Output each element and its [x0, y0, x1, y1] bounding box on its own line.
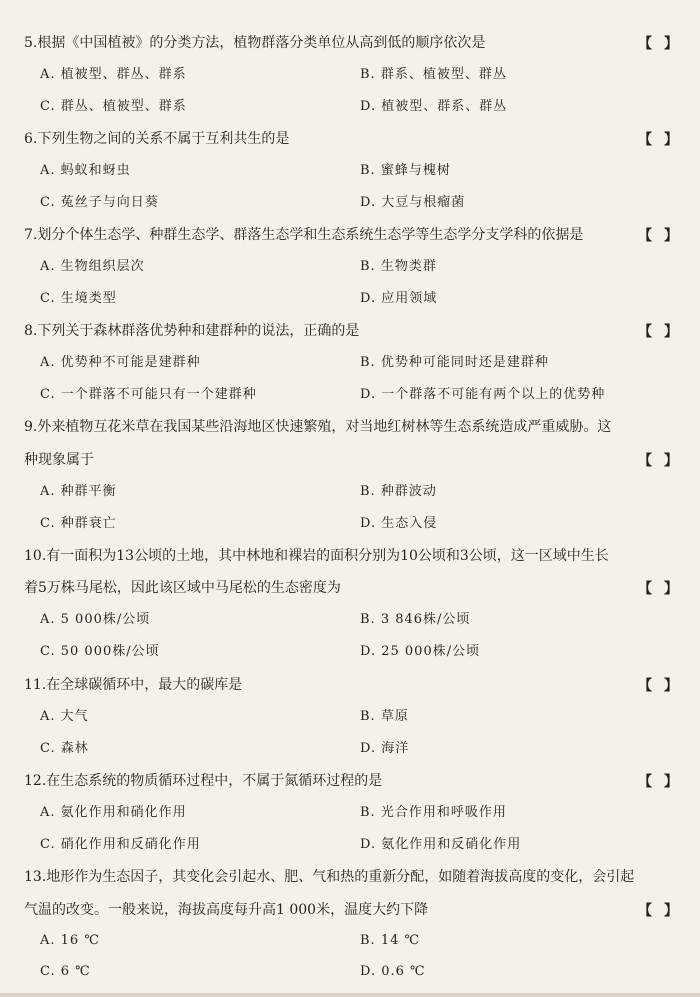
- question-6-option-b: B. 蜜蜂与槐树: [360, 163, 451, 178]
- answer-bracket: 【 】: [638, 36, 678, 52]
- question-13-option-c: C. 6 ℃: [40, 964, 91, 979]
- question-13-option-b: B. 14 ℃: [360, 933, 421, 948]
- question-6-option-a: A. 蚂蚁和蚜虫: [40, 163, 131, 178]
- question-10-option-c: C. 50 000株/公顷: [40, 644, 160, 659]
- question-7-option-c: C. 生境类型: [40, 291, 117, 306]
- question-11-stem: 11.在全球碳循环中，最大的碳库是: [24, 677, 243, 693]
- question-8-option-b: B. 优势种可能同时还是建群种: [360, 355, 549, 370]
- answer-bracket: 【 】: [638, 132, 678, 148]
- answer-bracket: 【 】: [638, 581, 678, 597]
- question-9-stem-line-1: 9.外来植物互花米草在我国某些沿海地区快速繁殖，对当地红树林等生态系统造成严重威胁。这: [24, 419, 612, 435]
- answer-bracket: 【 】: [638, 453, 678, 469]
- answer-bracket: 【 】: [638, 774, 678, 790]
- question-5-option-c: C. 群丛、植被型、群系: [40, 99, 187, 114]
- question-11-option-d: D. 海洋: [360, 741, 410, 756]
- question-5-option-d: D. 植被型、群系、群丛: [360, 99, 508, 114]
- question-11-option-a: A. 大气: [40, 709, 89, 724]
- answer-bracket: 【 】: [638, 678, 678, 694]
- answer-bracket: 【 】: [638, 324, 678, 340]
- question-12-option-a: A. 氨化作用和硝化作用: [40, 805, 187, 820]
- question-12-option-d: D. 氨化作用和反硝化作用: [360, 837, 522, 852]
- question-5-option-a: A. 植被型、群丛、群系: [40, 67, 187, 82]
- answer-bracket: 【 】: [638, 903, 678, 919]
- question-10-option-b: B. 3 846株/公顷: [360, 612, 471, 627]
- question-13-option-a: A. 16 ℃: [40, 933, 100, 948]
- question-9-option-d: D. 生态入侵: [360, 516, 438, 531]
- question-7-option-a: A. 生物组织层次: [40, 259, 145, 274]
- question-6-option-c: C. 菟丝子与向日葵: [40, 195, 159, 210]
- question-7-option-d: D. 应用领域: [360, 291, 438, 306]
- question-8-stem: 8.下列关于森林群落优势种和建群种的说法，正确的是: [24, 323, 360, 339]
- question-6-option-d: D. 大豆与根瘤菌: [360, 195, 466, 210]
- question-9-stem-line-2: 种现象属于: [24, 452, 94, 468]
- question-12-option-b: B. 光合作用和呼吸作用: [360, 805, 507, 820]
- question-10-option-d: D. 25 000株/公顷: [360, 644, 481, 659]
- question-6-stem: 6.下列生物之间的关系不属于互利共生的是: [24, 131, 290, 147]
- question-10-stem-line-2: 着5万株马尾松，因此该区域中马尾松的生态密度为: [24, 580, 341, 596]
- question-9-option-c: C. 种群衰亡: [40, 516, 117, 531]
- question-13-option-d: D. 0.6 ℃: [360, 964, 426, 979]
- question-7-option-b: B. 生物类群: [360, 259, 437, 274]
- question-10-option-a: A. 5 000株/公顷: [40, 612, 151, 627]
- question-12-stem: 12.在生态系统的物质循环过程中，不属于氮循环过程的是: [24, 773, 383, 789]
- question-10-stem-line-1: 10.有一面积为13公顷的土地，其中林地和裸岩的面积分别为10公顷和3公顷，这一区域中生长: [24, 548, 609, 564]
- question-8-option-c: C. 一个群落不可能只有一个建群种: [40, 387, 257, 402]
- question-13-stem-line-2: 气温的改变。一般来说，海拔高度每升高1 000米，温度大约下降: [24, 902, 429, 918]
- question-8-option-d: D. 一个群落不可能有两个以上的优势种: [360, 387, 606, 402]
- question-5-option-b: B. 群系、植被型、群丛: [360, 67, 507, 82]
- page-bottom-edge: [0, 993, 700, 997]
- question-13-stem-line-1: 13.地形作为生态因子，其变化会引起水、肥、气和热的重新分配，如随着海拔高度的变化，会引起: [24, 869, 635, 885]
- question-8-option-a: A. 优势种不可能是建群种: [40, 355, 201, 370]
- question-7-stem: 7.划分个体生态学、种群生态学、群落生态学和生态系统生态学等生态学分支学科的依据是: [24, 227, 584, 243]
- answer-bracket: 【 】: [638, 228, 678, 244]
- question-12-option-c: C. 硝化作用和反硝化作用: [40, 837, 201, 852]
- question-9-option-a: A. 种群平衡: [40, 484, 117, 499]
- question-11-option-b: B. 草原: [360, 709, 409, 724]
- question-9-option-b: B. 种群波动: [360, 484, 437, 499]
- question-11-option-c: C. 森林: [40, 741, 89, 756]
- question-5-stem: 5.根据《中国植被》的分类方法，植物群落分类单位从高到低的顺序依次是: [24, 35, 486, 51]
